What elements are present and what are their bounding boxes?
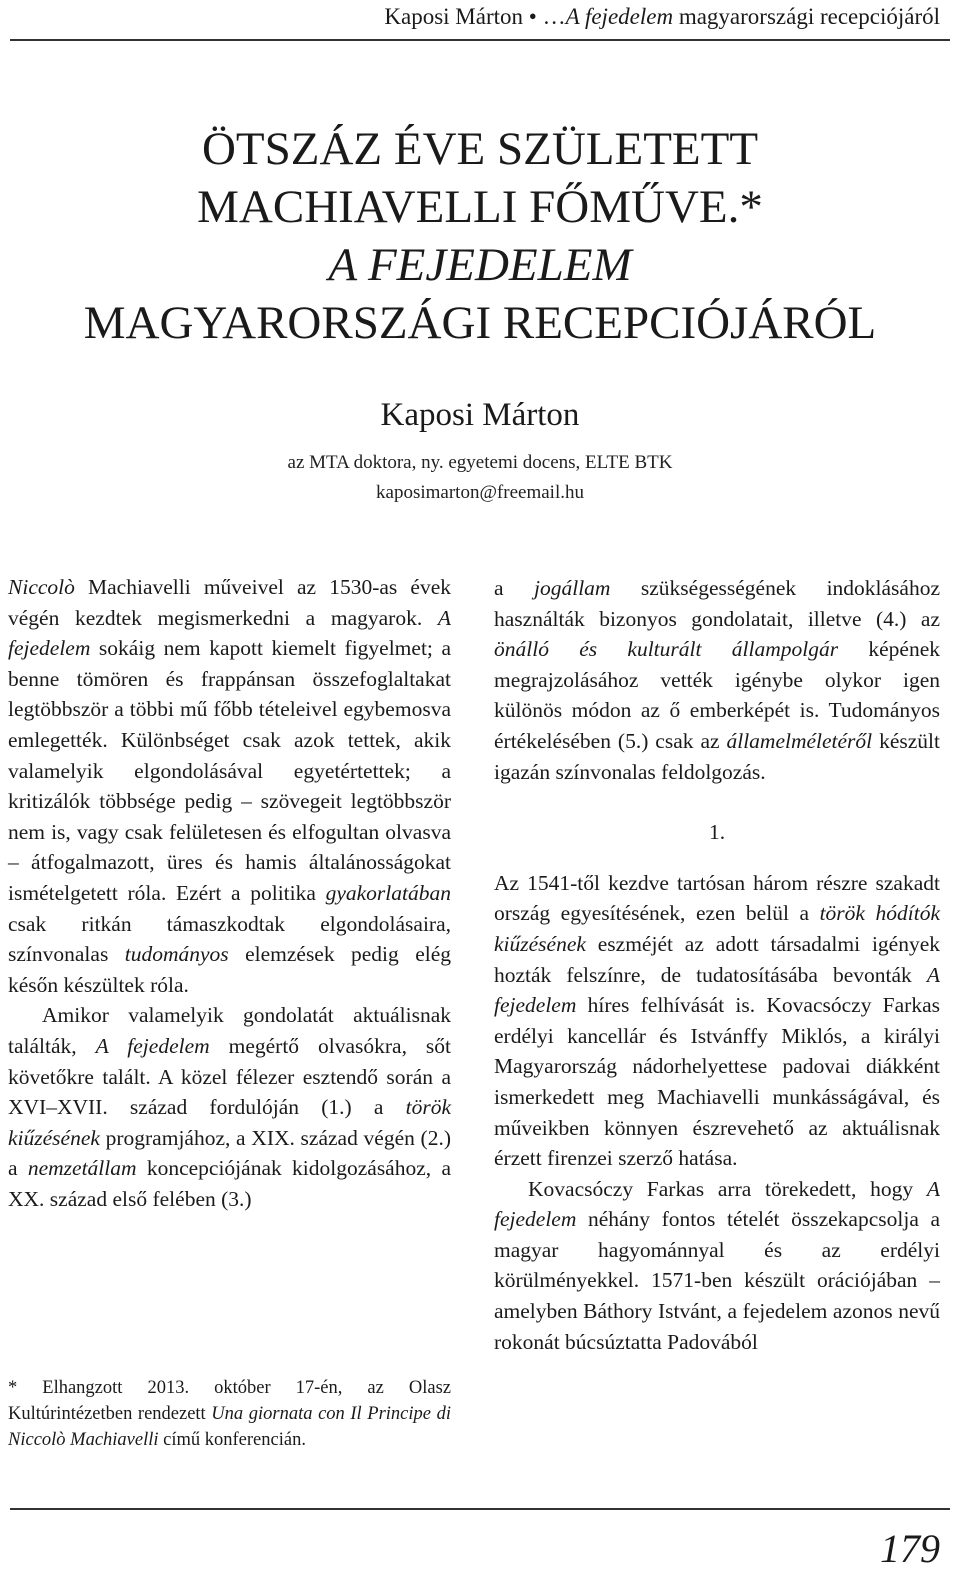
article-title — [0, 120, 960, 352]
text-span: Niccolò — [8, 575, 75, 599]
text-span: A fejedelem — [8, 605, 451, 661]
author-affiliation: az MTA doktora, ny. egyetemi docens, ELTE BTK — [287, 452, 673, 473]
text-span: nemzetállam — [27, 1156, 137, 1181]
text-span: készült igazán színvonalas feldolgozás. — [494, 728, 940, 784]
text-span: szükségességének indoklásához használták bizonyos gondolatait, illetve (4.) az — [494, 576, 941, 631]
header-rule — [10, 39, 950, 41]
title-line-4: MAGYARORSZÁGI RECEPCIÓJÁRÓL — [83, 297, 877, 349]
text-span: török kiűzésének — [8, 1095, 451, 1150]
running-head-title-italic: A fejedelem — [565, 4, 674, 29]
right-column — [494, 573, 940, 1357]
title-line-2: MACHIAVELLI FŐMŰVE.* — [197, 181, 763, 233]
text-span: csak ritkán támaszkodtak elgondolásaira, színvonalas — [8, 911, 451, 967]
text-span: híres felhívását is. Kovacsóczy Farkas erdélyi kancellár és Istvánffy Miklós, a királyi Magyarország nádorhelyettese padovai diákként ismerkedett meg Machiavelli munkásságával, és műveikben könnyen észrevehető az aktuálisnak érzett firenzei szerző hatása. — [494, 993, 940, 1171]
running-head-bullet: • — [528, 4, 537, 29]
text-span: Amikor valamelyik gondolatát aktuálisnak találták, — [8, 1003, 451, 1058]
text-span: A fejedelem — [95, 1033, 210, 1058]
text-span: Kovacsóczy Farkas arra törekedett, hogy — [528, 1176, 927, 1201]
running-head-prefix: … — [542, 4, 566, 29]
text-span: című konferencián. — [158, 1430, 306, 1450]
text-span: Machiavelli műveivel az 1530-as évek végén kezdtek megismerkedni a magyarok. — [8, 575, 451, 630]
running-head-title-rest: magyarországi recepciójáról — [673, 4, 940, 29]
text-span: megértő olvasókra, sőt követőkre talált. A közel félezer esztendő során a XVI–XVII. század fordulóján (1.) a — [8, 1033, 451, 1120]
text-span: néhány fontos tételét összekapcsolja a magyar hagyománnyal és az erdélyi körülményekkel. 1571-ben készült orációjában – amelyben Báthory Istvánt, a fejedelem azonos nevű rokonát búcsúztatta Padovából — [494, 1207, 940, 1354]
text-span: képének megrajzolásához vették igénybe olykor igen különös módon az ő emberképét is. Tudományos értékelésében (5.) csak az — [494, 637, 940, 753]
text-span: A fejedelem — [494, 962, 940, 1018]
title-line-1: ÖTSZÁZ ÉVE SZÜLETETT — [201, 123, 759, 175]
author-email[interactable]: kaposimarton@freemail.hu — [376, 482, 584, 503]
right-paragraph-3 — [494, 1174, 940, 1358]
text-span: önálló és kulturált állampolgár — [494, 637, 839, 662]
page-number: 179 — [880, 1526, 940, 1571]
right-paragraph-1 — [494, 573, 940, 787]
text-span: elemzések pedig elég későn készültek róla. — [8, 942, 452, 997]
text-span: koncepciójának kidolgozásához, a XX. század első felében (3.) — [8, 1156, 451, 1211]
running-head-author: Kaposi Márton — [384, 4, 524, 29]
left-paragraph-2 — [8, 1000, 451, 1214]
text-span: jogállam — [534, 576, 611, 600]
text-span: a — [494, 576, 534, 600]
text-span: államelméletéről — [726, 728, 873, 753]
text-span: Una giornata con Il Principe di Niccolò Machiavelli — [8, 1404, 451, 1450]
text-span: sokáig nem kapott kiemelt figyelmet; a benne tömören és frappánsan összefoglaltakat legtöbbször a többi mű főbb tételeivel egybemosva emlegették. Különbséget csak azok tettek, akik valamelyik elgondolásával egyetértettek; a kritizálók többsége pedig – szövegeit legtöbbször nem is, vagy csak felületesen és elfogultan olvasva – átfogalmazott, üres és hamis általánosságokat ismételgetett róla. Ezért a politika — [8, 636, 451, 905]
text-span: A fejedelem — [494, 1176, 940, 1232]
author-info — [0, 448, 960, 508]
left-column — [8, 572, 451, 1214]
section-number: 1. — [708, 820, 726, 845]
footnote — [8, 1375, 451, 1453]
text-span: gyakorlatában — [325, 880, 451, 905]
text-span: eszméjét az adott társadalmi igények hozták felszínre, de tudatosításába bevonták — [494, 931, 940, 987]
running-head — [0, 0, 960, 40]
text-span: tudományos — [124, 942, 229, 967]
footer-rule — [10, 1508, 950, 1510]
author-name: Kaposi Márton — [380, 397, 580, 433]
right-paragraph-2 — [494, 868, 940, 1174]
text-span: Az 1541-től kezdve tartósan három részre szakadt ország egyesítésének, ezen belül a — [494, 870, 940, 926]
text-span: programjához, a XIX. század végén (2.) a — [8, 1125, 451, 1181]
title-line-3: A FEJEDELEM — [328, 239, 632, 291]
left-paragraph-1 — [8, 572, 451, 1000]
text-span: * Elhangzott 2013. október 17-én, az Olasz Kultúrintézetben rendezett — [8, 1378, 451, 1424]
text-span: török hódítók kiűzésének — [494, 901, 941, 956]
